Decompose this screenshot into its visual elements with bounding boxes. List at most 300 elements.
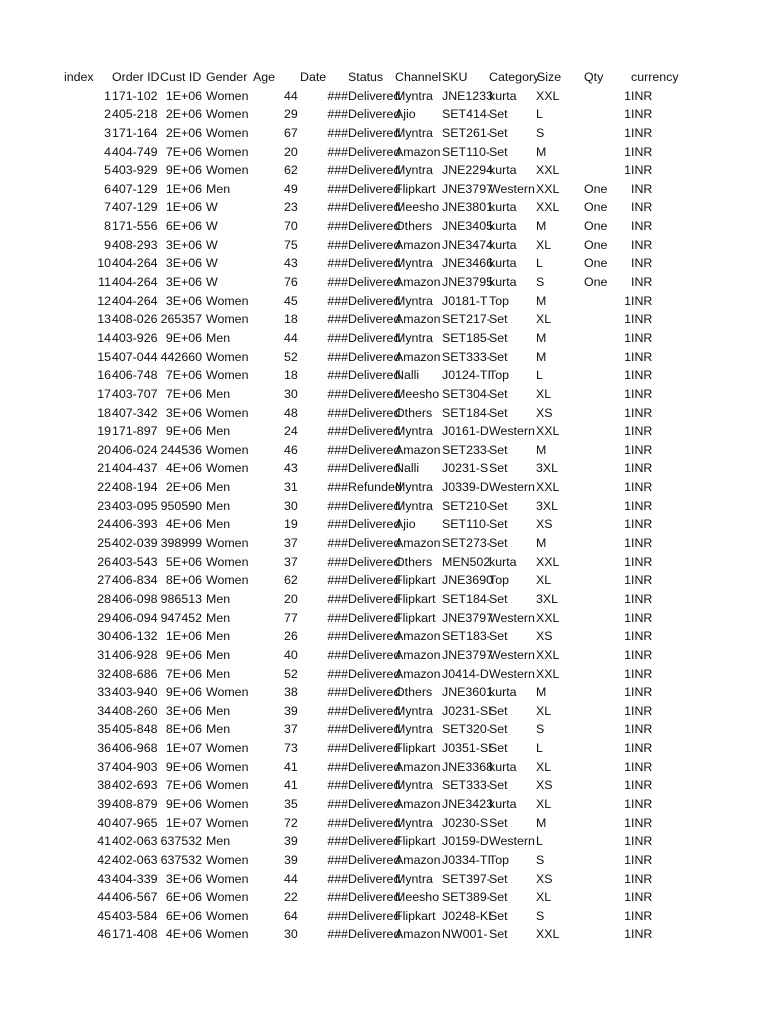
cell-sku[interactable]: SET185- — [442, 330, 491, 345]
cell-cust-id[interactable]: 7E+06 — [165, 368, 202, 383]
cell-age[interactable]: 64 — [284, 908, 298, 923]
cell-cust-id[interactable]: 3E+06 — [165, 293, 202, 308]
cell-gender[interactable]: Women — [206, 349, 249, 364]
cell-category[interactable]: kurta — [489, 256, 517, 271]
cell-gender[interactable]: Men — [206, 386, 231, 401]
cell-order-id[interactable]: 408-026 — [112, 312, 158, 327]
cell-status[interactable]: Delivered — [348, 890, 401, 905]
cell-size[interactable]: XXL — [536, 163, 560, 178]
cell-sku[interactable]: NW001- — [442, 927, 488, 942]
cell-qty[interactable]: 1 — [624, 815, 631, 830]
cell-status[interactable]: Delivered — [348, 759, 401, 774]
cell-currency[interactable]: INR — [631, 144, 653, 159]
cell-date[interactable]: ### — [327, 368, 348, 383]
cell-age[interactable]: 39 — [284, 834, 298, 849]
cell-category[interactable]: Set — [489, 125, 508, 140]
cell-order-id[interactable]: 406-748 — [112, 368, 158, 383]
cell-size[interactable]: S — [536, 275, 545, 290]
cell-category[interactable]: Set — [489, 629, 508, 644]
cell-currency[interactable]: INR — [631, 591, 653, 606]
cell-gender[interactable]: Women — [206, 536, 249, 551]
cell-cust-id[interactable]: 1E+06 — [165, 181, 202, 196]
cell-size[interactable]: XL — [536, 703, 552, 718]
cell-index[interactable]: 43 — [97, 871, 111, 886]
cell-cust-id[interactable]: 950590 — [160, 498, 202, 513]
cell-qty[interactable]: 1 — [624, 330, 631, 345]
cell-cust-id[interactable]: 8E+06 — [165, 573, 202, 588]
cell-date[interactable]: ### — [327, 554, 348, 569]
cell-date[interactable]: ### — [327, 107, 348, 122]
cell-currency[interactable]: INR — [631, 107, 653, 122]
cell-status[interactable]: Delivered — [348, 330, 401, 345]
cell-size[interactable]: XXL — [536, 424, 560, 439]
cell-category[interactable]: kurta — [489, 759, 517, 774]
cell-currency[interactable]: INR — [631, 610, 653, 625]
cell-index[interactable]: 16 — [97, 368, 111, 383]
cell-size[interactable]: XXL — [536, 554, 560, 569]
cell-size[interactable]: XL — [536, 890, 552, 905]
cell-currency[interactable]: INR — [631, 908, 653, 923]
cell-gender[interactable]: Men — [206, 666, 231, 681]
cell-size[interactable]: XXL — [536, 181, 560, 196]
cell-cust-id[interactable]: 6E+06 — [165, 908, 202, 923]
cell-gender[interactable]: Men — [206, 517, 231, 532]
cell-gender[interactable]: Women — [206, 573, 249, 588]
cell-order-id[interactable]: 407-129 — [112, 200, 158, 215]
cell-category[interactable]: kurta — [489, 554, 517, 569]
cell-gender[interactable]: Men — [206, 629, 231, 644]
cell-channel[interactable]: Myntra — [395, 88, 433, 103]
cell-channel[interactable]: Ajio — [395, 107, 416, 122]
cell-channel[interactable]: Flipkart — [395, 908, 436, 923]
cell-currency[interactable]: INR — [631, 796, 653, 811]
cell-cust-id[interactable]: 9E+06 — [165, 163, 202, 178]
header-status[interactable]: Status — [348, 70, 384, 84]
cell-age[interactable]: 31 — [284, 480, 298, 495]
cell-index[interactable]: 41 — [97, 834, 111, 849]
cell-index[interactable]: 33 — [97, 685, 111, 700]
cell-date[interactable]: ### — [327, 871, 348, 886]
cell-channel[interactable]: Others — [395, 554, 433, 569]
cell-gender[interactable]: Women — [206, 293, 249, 308]
cell-size[interactable]: S — [536, 908, 545, 923]
cell-cust-id[interactable]: 3E+06 — [165, 256, 202, 271]
cell-currency[interactable]: INR — [631, 554, 653, 569]
cell-date[interactable]: ### — [327, 349, 348, 364]
cell-size[interactable]: L — [536, 107, 543, 122]
cell-category[interactable]: Set — [489, 927, 508, 942]
cell-index[interactable]: 19 — [97, 424, 111, 439]
cell-category[interactable]: Top — [489, 573, 509, 588]
cell-sku[interactable]: JNE3405 — [442, 219, 493, 234]
cell-currency[interactable]: INR — [631, 330, 653, 345]
cell-status[interactable]: Delivered — [348, 741, 401, 756]
cell-index[interactable]: 46 — [97, 927, 111, 942]
cell-index[interactable]: 35 — [97, 722, 111, 737]
cell-currency[interactable]: INR — [631, 927, 653, 942]
cell-cust-id[interactable]: 7E+06 — [165, 144, 202, 159]
cell-cust-id[interactable]: 4E+06 — [165, 461, 202, 476]
cell-status[interactable]: Delivered — [348, 163, 401, 178]
cell-date[interactable]: ### — [327, 722, 348, 737]
cell-age[interactable]: 18 — [284, 368, 298, 383]
cell-channel[interactable]: Amazon — [395, 144, 441, 159]
cell-sku[interactable]: SET389- — [442, 890, 491, 905]
cell-category[interactable]: Western — [489, 181, 535, 196]
cell-sku[interactable]: J0230-S — [442, 815, 489, 830]
cell-qty[interactable]: 1 — [624, 703, 631, 718]
cell-gender[interactable]: Women — [206, 741, 249, 756]
cell-size[interactable]: XXL — [536, 610, 560, 625]
cell-category[interactable]: kurta — [489, 237, 517, 252]
cell-currency[interactable]: INR — [631, 703, 653, 718]
cell-date[interactable]: ### — [327, 517, 348, 532]
cell-age[interactable]: 44 — [284, 871, 298, 886]
cell-index[interactable]: 14 — [97, 330, 111, 345]
cell-channel[interactable]: Myntra — [395, 778, 433, 793]
cell-sku[interactable]: SET184- — [442, 405, 491, 420]
cell-category[interactable]: Set — [489, 312, 508, 327]
cell-category[interactable]: kurta — [489, 219, 517, 234]
cell-cust-id[interactable]: 9E+06 — [165, 424, 202, 439]
cell-date[interactable]: ### — [327, 591, 348, 606]
cell-order-id[interactable]: 403-095 — [112, 498, 158, 513]
cell-category[interactable]: Set — [489, 871, 508, 886]
header-gender[interactable]: Gender — [206, 70, 248, 84]
cell-qty[interactable]: 1 — [624, 107, 631, 122]
cell-gender[interactable]: Women — [206, 312, 249, 327]
cell-order-id[interactable]: 171-897 — [112, 424, 158, 439]
cell-channel[interactable]: Amazon — [395, 852, 441, 867]
cell-date[interactable]: ### — [327, 703, 348, 718]
cell-channel[interactable]: Amazon — [395, 666, 441, 681]
cell-age[interactable]: 35 — [284, 796, 298, 811]
cell-currency[interactable]: INR — [631, 517, 653, 532]
cell-category[interactable]: Set — [489, 703, 508, 718]
cell-order-id[interactable]: 171-556 — [112, 219, 158, 234]
cell-sku[interactable]: SET184- — [442, 591, 491, 606]
cell-gender[interactable]: W — [206, 219, 218, 234]
cell-category[interactable]: Western — [489, 834, 535, 849]
cell-age[interactable]: 37 — [284, 554, 298, 569]
cell-age[interactable]: 41 — [284, 759, 298, 774]
cell-sku[interactable]: J0181-T — [442, 293, 488, 308]
cell-currency[interactable]: INR — [631, 405, 653, 420]
cell-status[interactable]: Delivered — [348, 144, 401, 159]
cell-order-id[interactable]: 171-408 — [112, 927, 158, 942]
cell-age[interactable]: 43 — [284, 256, 298, 271]
cell-gender[interactable]: Women — [206, 852, 249, 867]
cell-currency[interactable]: INR — [631, 647, 653, 662]
cell-sku[interactable]: J0231-SI — [442, 703, 492, 718]
header-order-id[interactable]: Order ID — [112, 70, 160, 84]
cell-index[interactable]: 17 — [97, 386, 111, 401]
cell-sku[interactable]: J0159-D — [442, 834, 489, 849]
cell-qty[interactable]: 1 — [624, 666, 631, 681]
cell-age[interactable]: 62 — [284, 573, 298, 588]
cell-currency[interactable]: INR — [631, 442, 653, 457]
cell-age[interactable]: 38 — [284, 685, 298, 700]
cell-channel[interactable]: Amazon — [395, 796, 441, 811]
cell-cust-id[interactable]: 3E+06 — [165, 237, 202, 252]
cell-date[interactable]: ### — [327, 498, 348, 513]
cell-order-id[interactable]: 406-567 — [112, 890, 158, 905]
cell-gender[interactable]: W — [206, 256, 218, 271]
cell-status[interactable]: Delivered — [348, 591, 401, 606]
cell-age[interactable]: 43 — [284, 461, 298, 476]
cell-currency[interactable]: INR — [631, 852, 653, 867]
cell-date[interactable]: ### — [327, 181, 348, 196]
cell-size[interactable]: M — [536, 349, 547, 364]
cell-category[interactable]: Set — [489, 405, 508, 420]
cell-qty-text[interactable]: One — [584, 275, 608, 290]
cell-size[interactable]: XXL — [536, 666, 560, 681]
cell-cust-id[interactable]: 398999 — [160, 536, 202, 551]
cell-age[interactable]: 19 — [284, 517, 298, 532]
cell-status[interactable]: Delivered — [348, 610, 401, 625]
cell-gender[interactable]: Women — [206, 796, 249, 811]
cell-cust-id[interactable]: 4E+06 — [165, 927, 202, 942]
cell-size[interactable]: XS — [536, 871, 553, 886]
cell-category[interactable]: Set — [489, 498, 508, 513]
header-qty[interactable]: Qty — [584, 70, 604, 84]
cell-gender[interactable]: Women — [206, 871, 249, 886]
cell-cust-id[interactable]: 9E+06 — [165, 759, 202, 774]
cell-status[interactable]: Delivered — [348, 293, 401, 308]
cell-order-id[interactable]: 407-129 — [112, 181, 158, 196]
cell-order-id[interactable]: 404-437 — [112, 461, 158, 476]
cell-category[interactable]: Top — [489, 852, 509, 867]
cell-gender[interactable]: Men — [206, 591, 231, 606]
cell-status[interactable]: Delivered — [348, 498, 401, 513]
cell-qty[interactable]: 1 — [624, 461, 631, 476]
cell-gender[interactable]: Women — [206, 144, 249, 159]
cell-qty-text[interactable]: One — [584, 237, 608, 252]
cell-size[interactable]: XL — [536, 573, 552, 588]
cell-status[interactable]: Delivered — [348, 442, 401, 457]
cell-index[interactable]: 4 — [104, 144, 111, 159]
cell-order-id[interactable]: 404-749 — [112, 144, 158, 159]
cell-order-id[interactable]: 171-164 — [112, 125, 158, 140]
cell-age[interactable]: 39 — [284, 852, 298, 867]
cell-gender[interactable]: Women — [206, 908, 249, 923]
cell-status[interactable]: Delivered — [348, 666, 401, 681]
cell-currency[interactable]: INR — [631, 386, 653, 401]
cell-sku[interactable]: SET414- — [442, 107, 491, 122]
cell-qty[interactable]: 1 — [624, 573, 631, 588]
cell-currency[interactable]: INR — [631, 424, 653, 439]
cell-date[interactable]: ### — [327, 908, 348, 923]
cell-index[interactable]: 28 — [97, 591, 111, 606]
cell-status[interactable]: Delivered — [348, 237, 401, 252]
cell-index[interactable]: 45 — [97, 908, 111, 923]
cell-date[interactable]: ### — [327, 852, 348, 867]
cell-order-id[interactable]: 406-132 — [112, 629, 158, 644]
cell-category[interactable]: Set — [489, 349, 508, 364]
cell-currency[interactable]: INR — [631, 722, 653, 737]
cell-size[interactable]: XL — [536, 312, 552, 327]
cell-index[interactable]: 38 — [97, 778, 111, 793]
cell-channel[interactable]: Amazon — [395, 647, 441, 662]
cell-qty-text[interactable]: One — [584, 200, 608, 215]
cell-channel[interactable]: Nalli — [395, 461, 420, 476]
cell-cust-id[interactable]: 7E+06 — [165, 386, 202, 401]
cell-order-id[interactable]: 406-834 — [112, 573, 158, 588]
cell-date[interactable]: ### — [327, 741, 348, 756]
cell-currency[interactable]: INR — [631, 890, 653, 905]
cell-order-id[interactable]: 406-024 — [112, 442, 158, 457]
cell-date[interactable]: ### — [327, 461, 348, 476]
cell-size[interactable]: 3XL — [536, 591, 559, 606]
cell-gender[interactable]: Women — [206, 554, 249, 569]
cell-channel[interactable]: Flipkart — [395, 591, 436, 606]
cell-sku[interactable]: J0339-D — [442, 480, 489, 495]
cell-qty[interactable]: 1 — [624, 796, 631, 811]
cell-category[interactable]: Set — [489, 442, 508, 457]
cell-currency[interactable]: INR — [631, 666, 653, 681]
cell-channel[interactable]: Myntra — [395, 703, 433, 718]
cell-index[interactable]: 11 — [98, 275, 111, 290]
cell-size[interactable]: XL — [536, 237, 552, 252]
cell-currency[interactable]: INR — [631, 778, 653, 793]
cell-sku[interactable]: SET110- — [442, 517, 490, 532]
cell-order-id[interactable]: 406-094 — [112, 610, 158, 625]
cell-cust-id[interactable]: 986513 — [160, 591, 202, 606]
cell-gender[interactable]: Women — [206, 405, 249, 420]
cell-status[interactable]: Delivered — [348, 517, 401, 532]
header-sku[interactable]: SKU — [442, 70, 468, 84]
cell-qty-text[interactable]: One — [584, 256, 608, 271]
cell-channel[interactable]: Flipkart — [395, 181, 436, 196]
cell-order-id[interactable]: 403-929 — [112, 163, 158, 178]
cell-gender[interactable]: Women — [206, 778, 249, 793]
cell-date[interactable]: ### — [327, 815, 348, 830]
cell-size[interactable]: XS — [536, 405, 553, 420]
cell-currency[interactable]: INR — [631, 461, 653, 476]
cell-category[interactable]: Set — [489, 890, 508, 905]
cell-size[interactable]: XXL — [536, 200, 560, 215]
cell-category[interactable]: Set — [489, 815, 508, 830]
cell-currency[interactable]: INR — [631, 834, 653, 849]
cell-cust-id[interactable]: 3E+06 — [165, 405, 202, 420]
cell-status[interactable]: Delivered — [348, 125, 401, 140]
cell-sku[interactable]: J0231-S — [442, 461, 489, 476]
cell-sku[interactable]: MEN502 — [442, 554, 491, 569]
cell-order-id[interactable]: 404-264 — [112, 256, 158, 271]
cell-qty[interactable]: 1 — [624, 424, 631, 439]
cell-channel[interactable]: Myntra — [395, 424, 433, 439]
cell-age[interactable]: 76 — [284, 275, 298, 290]
cell-index[interactable]: 21 — [97, 461, 111, 476]
cell-gender[interactable]: Women — [206, 890, 249, 905]
cell-currency[interactable]: INR — [631, 256, 653, 271]
cell-gender[interactable]: Women — [206, 368, 249, 383]
cell-order-id[interactable]: 402-063 — [112, 852, 158, 867]
cell-qty[interactable]: 1 — [624, 591, 631, 606]
cell-qty[interactable]: 1 — [624, 498, 631, 513]
cell-index[interactable]: 37 — [97, 759, 111, 774]
cell-category[interactable]: Western — [489, 647, 535, 662]
cell-gender[interactable]: Women — [206, 685, 249, 700]
cell-qty[interactable]: 1 — [624, 871, 631, 886]
header-cust-id[interactable]: Cust ID — [160, 70, 202, 84]
cell-order-id[interactable]: 406-968 — [112, 741, 158, 756]
cell-age[interactable]: 45 — [284, 293, 298, 308]
cell-currency[interactable]: INR — [631, 349, 653, 364]
cell-category[interactable]: Set — [489, 536, 508, 551]
cell-cust-id[interactable]: 9E+06 — [165, 685, 202, 700]
cell-date[interactable]: ### — [327, 685, 348, 700]
cell-date[interactable]: ### — [327, 796, 348, 811]
cell-size[interactable]: M — [536, 442, 547, 457]
cell-size[interactable]: 3XL — [536, 461, 559, 476]
cell-gender[interactable]: Men — [206, 181, 231, 196]
cell-index[interactable]: 18 — [97, 405, 111, 420]
cell-gender[interactable]: Women — [206, 88, 249, 103]
cell-qty[interactable]: 1 — [624, 610, 631, 625]
header-currency[interactable]: currency — [631, 70, 679, 84]
cell-index[interactable]: 22 — [97, 480, 111, 495]
cell-age[interactable]: 70 — [284, 219, 298, 234]
cell-size[interactable]: S — [536, 852, 545, 867]
cell-status[interactable]: Delivered — [348, 219, 401, 234]
cell-index[interactable]: 39 — [97, 796, 111, 811]
cell-gender[interactable]: Women — [206, 815, 249, 830]
cell-size[interactable]: XXL — [536, 88, 560, 103]
cell-sku[interactable]: SET183- — [442, 629, 491, 644]
cell-currency[interactable]: INR — [631, 125, 653, 140]
cell-index[interactable]: 8 — [104, 219, 111, 234]
cell-qty[interactable]: 1 — [624, 293, 631, 308]
cell-sku[interactable]: SET261- — [442, 125, 491, 140]
cell-currency[interactable]: INR — [631, 815, 653, 830]
cell-currency[interactable]: INR — [631, 275, 653, 290]
cell-index[interactable]: 29 — [97, 610, 111, 625]
cell-age[interactable]: 48 — [284, 405, 298, 420]
cell-sku[interactable]: J0414-D — [442, 666, 489, 681]
cell-currency[interactable]: INR — [631, 741, 653, 756]
cell-date[interactable]: ### — [327, 200, 348, 215]
cell-category[interactable]: Set — [489, 591, 508, 606]
cell-cust-id[interactable]: 265357 — [160, 312, 202, 327]
cell-age[interactable]: 77 — [284, 610, 298, 625]
cell-age[interactable]: 67 — [284, 125, 298, 140]
cell-order-id[interactable]: 405-218 — [112, 107, 158, 122]
cell-index[interactable]: 9 — [104, 237, 111, 252]
cell-channel[interactable]: Amazon — [395, 237, 441, 252]
cell-category[interactable]: Western — [489, 666, 535, 681]
cell-status[interactable]: Delivered — [348, 275, 401, 290]
cell-order-id[interactable]: 404-264 — [112, 293, 158, 308]
cell-qty[interactable]: 1 — [624, 741, 631, 756]
cell-gender[interactable]: Women — [206, 442, 249, 457]
cell-channel[interactable]: Myntra — [395, 256, 433, 271]
cell-date[interactable]: ### — [327, 536, 348, 551]
cell-sku[interactable]: JNE1233 — [442, 88, 493, 103]
cell-status[interactable]: Delivered — [348, 927, 401, 942]
cell-channel[interactable]: Amazon — [395, 312, 441, 327]
cell-channel[interactable]: Meesho — [395, 386, 440, 401]
cell-cust-id[interactable]: 442660 — [160, 349, 202, 364]
cell-status[interactable]: Delivered — [348, 88, 401, 103]
cell-age[interactable]: 29 — [284, 107, 298, 122]
cell-currency[interactable]: INR — [631, 498, 653, 513]
cell-index[interactable]: 5 — [104, 163, 111, 178]
cell-size[interactable]: M — [536, 144, 547, 159]
cell-date[interactable]: ### — [327, 610, 348, 625]
header-date[interactable]: Date — [300, 70, 327, 84]
cell-channel[interactable]: Flipkart — [395, 834, 436, 849]
